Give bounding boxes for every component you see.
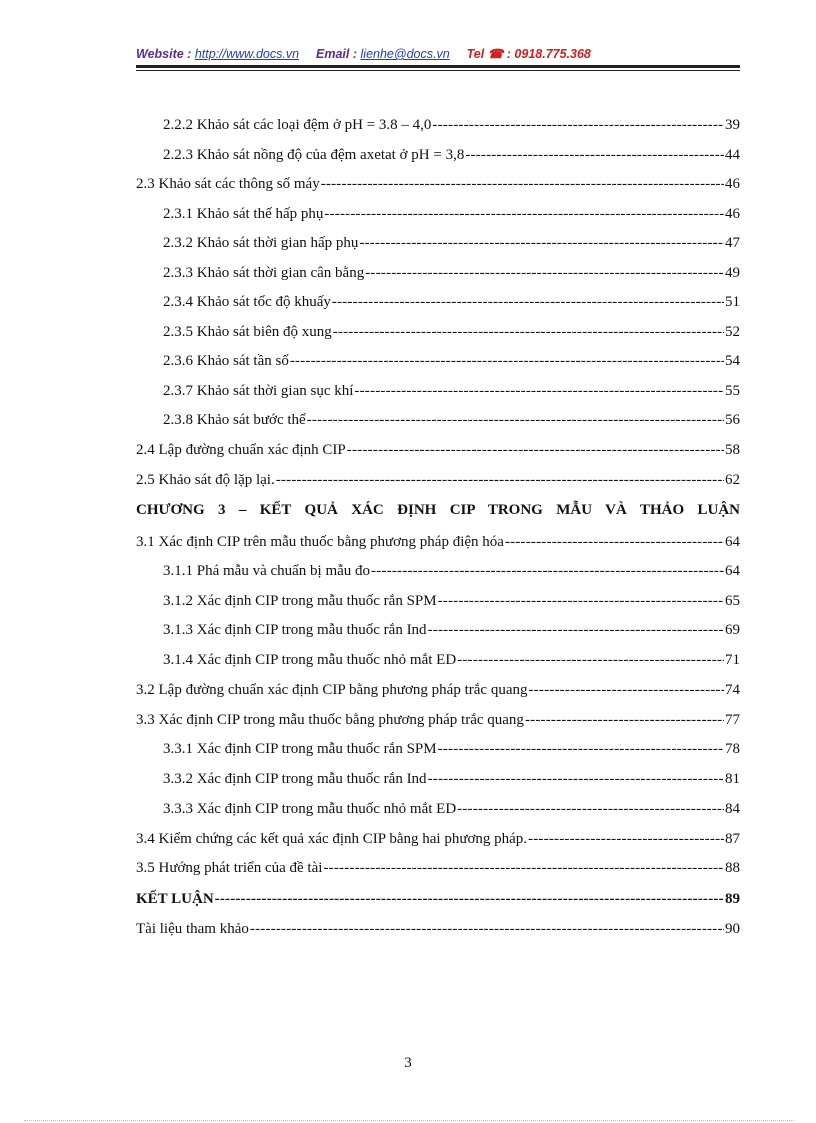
toc-entry-page: 64 [725,534,740,550]
toc-leader [307,410,724,430]
toc-entry-page: 58 [725,442,740,458]
website-label: Website : [136,47,192,61]
toc-leader [354,381,724,401]
toc-leader [365,263,724,283]
toc-entry-page: 74 [725,682,740,698]
toc-leader [457,799,724,819]
toc-leader [465,145,724,165]
chapter-heading[interactable]: CHƯƠNG 3 – KẾT QUẢ XÁC ĐỊNH CIP TRONG MẪU VÀ THẢO LUẬN [136,502,740,518]
toc-leader [276,470,724,490]
toc-entry-title: 3.5 Hướng phát triển của đề tài [136,860,323,876]
toc-entry[interactable] [163,263,740,283]
toc-entry-title: 2.3.6 Khảo sát tần số [163,353,289,369]
toc-entry-page: 55 [725,383,740,399]
page-number: 3 [404,1055,412,1071]
toc-entry-title: 2.2.2 Khảo sát các loại đệm ở pH = 3.8 – 4,0 [163,117,432,133]
toc-entry-page: 84 [725,801,740,817]
toc-entry-page: 56 [725,412,740,428]
toc-leader [438,739,724,759]
email-label: Email [316,47,350,61]
toc-leader [359,233,724,253]
toc-leader [457,650,724,670]
toc-entry-page: 81 [725,771,740,787]
toc-entry-page: 47 [725,235,740,251]
toc-entry-title: 2.4 Lập đường chuẩn xác định CIP [136,442,346,458]
toc-entry[interactable] [163,204,740,224]
toc-entry-title: 2.3.2 Khảo sát thời gian hấp phụ [163,235,359,251]
toc-entry[interactable] [136,174,740,194]
toc-leader [528,680,724,700]
toc-entry[interactable] [136,829,740,849]
toc-entry-title: 2.3.3 Khảo sát thời gian cân bằng [163,265,365,281]
header-rule-thin [136,70,740,71]
toc-entry-conclusion[interactable] [136,889,740,909]
toc-entry-page: 87 [725,831,740,847]
toc-entry[interactable] [136,470,740,490]
email-separator: : [352,47,358,61]
toc-leader [332,292,724,312]
toc-entry-title: 2.2.3 Khảo sát nồng độ của đệm axetat ở pH = 3,8 [163,147,465,163]
toc-entry-page: 69 [725,622,740,638]
toc-entry-title: 3.1 Xác định CIP trên mẫu thuốc bằng phương pháp điện hóa [136,534,504,550]
toc-leader [321,174,724,194]
toc-entry[interactable] [163,351,740,371]
toc-entry-page: 88 [725,860,740,876]
toc-entry-page: 71 [725,652,740,668]
toc-entry-title: 3.3.3 Xác định CIP trong mẫu thuốc nhỏ mắt ED [163,801,457,817]
toc-entry-title: 2.3.8 Khảo sát bước thế [163,412,306,428]
toc-entry-references[interactable] [136,919,740,939]
toc-entry-page: 44 [725,147,740,163]
toc-leader [528,829,724,849]
tel-label: Tel [466,47,485,61]
toc-entry-page: 62 [725,472,740,488]
toc-entry[interactable] [163,591,740,611]
toc-entry-title: 2.5 Khảo sát độ lặp lại. [136,472,275,488]
toc-entry[interactable] [163,322,740,342]
toc-entry-title: 2.3.4 Khảo sát tốc độ khuấy [163,294,331,310]
toc-entry-title: 3.1.4 Xác định CIP trong mẫu thuốc nhỏ mắt ED [163,652,457,668]
toc-entry[interactable] [163,561,740,581]
toc-entry-page: 78 [725,741,740,757]
toc-entry[interactable] [163,145,740,165]
toc-leader [428,769,724,789]
page-header [136,46,740,61]
toc-entry-title: 2.3.7 Khảo sát thời gian sục khí [163,383,354,399]
toc-entry[interactable] [163,739,740,759]
toc-leader [215,889,724,909]
toc-entry-title: Tài liệu tham khảo [136,921,249,937]
toc-entry-page: 90 [725,921,740,937]
toc-entry[interactable] [163,620,740,640]
toc-entry-title: 2.3.5 Khảo sát biên độ xung [163,324,332,340]
toc-entry[interactable] [163,381,740,401]
toc-entry-title: KẾT LUẬN [136,891,214,907]
toc-entry-title: 2.3.1 Khảo sát thế hấp phụ [163,206,324,222]
toc-leader [432,115,724,135]
toc-entry[interactable] [136,532,740,552]
phone-icon: ☎ [487,47,504,61]
toc-entry-title: 3.1.1 Phá mẫu và chuẩn bị mẫu đo [163,563,371,579]
toc-entry-title: 3.3.1 Xác định CIP trong mẫu thuốc rắn SPM [163,741,437,757]
toc-entry-page: 89 [725,891,740,907]
toc-entry-page: 46 [725,176,740,192]
toc-entry[interactable] [163,799,740,819]
toc-entry-title: 2.3 Khảo sát các thông số máy [136,176,320,192]
toc-entry-page: 51 [725,294,740,310]
toc-leader [428,620,724,640]
toc-entry[interactable] [163,769,740,789]
toc-entry-page: 54 [725,353,740,369]
toc-entry-title: 3.4 Kiểm chứng các kết quả xác định CIP bằng hai phương pháp. [136,831,528,847]
website-link[interactable]: http://www.docs.vn [194,47,300,61]
toc-entry-title: 3.1.2 Xác định CIP trong mẫu thuốc rắn SPM [163,593,437,609]
header-rule-thick [136,65,740,68]
toc-leader [333,322,724,342]
email-link[interactable]: lienhe@docs.vn [360,47,450,61]
toc-leader [371,561,724,581]
toc-entry[interactable] [136,710,740,730]
toc-leader [525,710,724,730]
toc-leader [250,919,724,939]
toc-entry-page: 49 [725,265,740,281]
toc-entry-page: 64 [725,563,740,579]
toc-entry-title: 3.2 Lập đường chuẩn xác định CIP bằng phương pháp trắc quang [136,682,528,698]
toc-leader [438,591,724,611]
toc-entry-title: 3.3 Xác định CIP trong mẫu thuốc bằng phương pháp trắc quang [136,712,524,728]
page-bottom-border [24,1120,794,1121]
toc-entry-page: 77 [725,712,740,728]
toc-entry[interactable] [163,115,740,135]
toc-entry[interactable] [136,440,740,460]
toc-entry-title: 3.3.2 Xác định CIP trong mẫu thuốc rắn Ind [163,771,427,787]
toc-entry-page: 52 [725,324,740,340]
toc-entry[interactable] [163,292,740,312]
toc-leader [290,351,724,371]
toc-entry[interactable] [136,680,740,700]
toc-leader [505,532,724,552]
toc-leader [324,204,724,224]
toc-entry[interactable] [163,410,740,430]
tel-value: : 0918.775.368 [506,47,591,61]
toc-entry[interactable] [163,233,740,253]
toc-entry-title: 3.1.3 Xác định CIP trong mẫu thuốc rắn Ind [163,622,427,638]
toc-entry-page: 46 [725,206,740,222]
toc-entry[interactable] [136,858,740,878]
toc-leader [347,440,724,460]
toc-entry-page: 65 [725,593,740,609]
toc-entry[interactable] [163,650,740,670]
toc-entry-page: 39 [725,117,740,133]
toc-leader [323,858,724,878]
